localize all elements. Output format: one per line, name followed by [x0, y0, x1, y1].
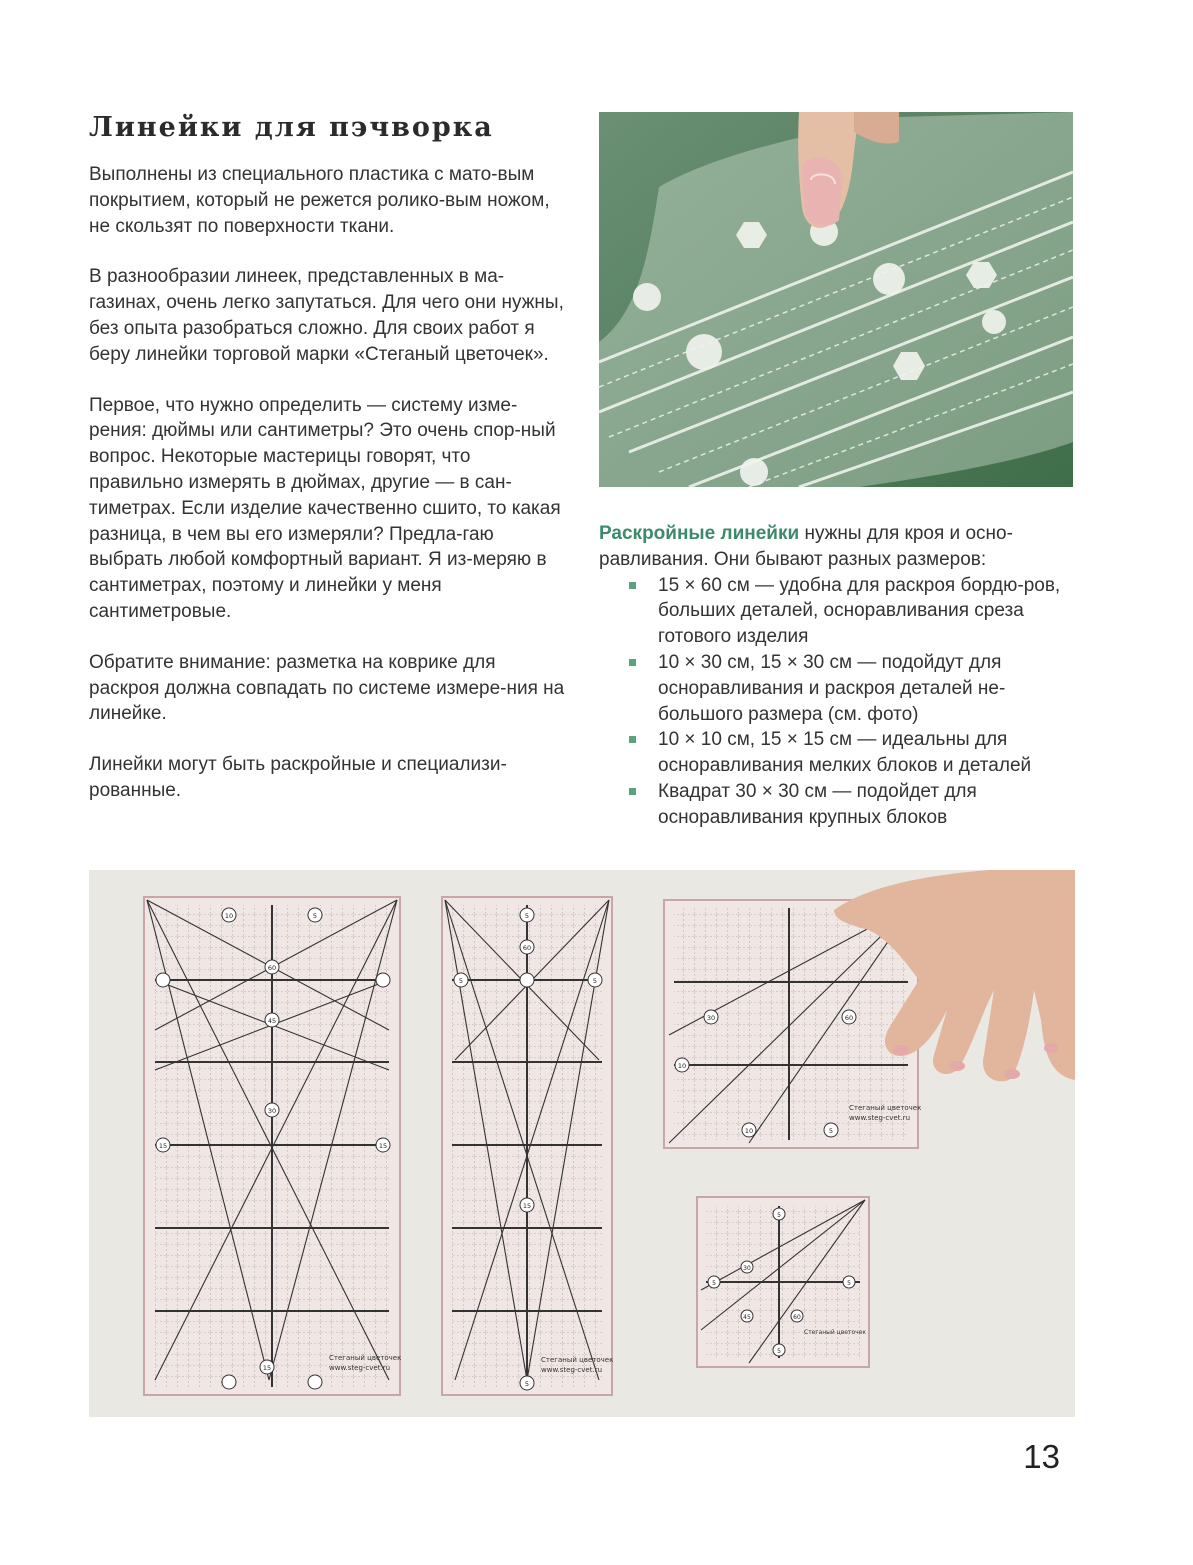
ruler-mark-label: 45 [267, 1017, 277, 1025]
ruler-mark-label: 5 [592, 977, 598, 985]
list-item [629, 650, 1089, 727]
bullet-square-icon [629, 788, 636, 795]
ruler-mark-label: 30 [267, 1107, 277, 1115]
ruler-mark-label: 45 [743, 1314, 751, 1321]
ruler-mark-label: 5 [312, 912, 318, 920]
page-heading: Линейки для пэчворка [89, 112, 494, 143]
site-label: www.steg-cvet.ru [541, 1366, 603, 1374]
ruler-mark-label: 5 [777, 1212, 781, 1219]
ruler-mark-label: 60 [522, 944, 532, 952]
site-label: www.steg-cvet.ru [329, 1364, 391, 1372]
ruler-15x30 [144, 897, 401, 1395]
brand-label: Стеганый цветочек [804, 1329, 867, 1336]
photo-ruler-on-cutting-mat [599, 112, 1073, 487]
site-label: www.steg-cvet.ru [849, 1114, 911, 1122]
ruler-mark-label: 5 [712, 1280, 716, 1287]
ruler-mark-label: 15 [158, 1142, 168, 1150]
bullet-square-icon [629, 659, 636, 666]
ruler-mark-label: 60 [267, 964, 277, 972]
ruler-mark-label: 30 [706, 1014, 716, 1022]
ruler-mark-label: 10 [744, 1127, 754, 1135]
ruler-mark-label: 5 [777, 1348, 781, 1355]
ruler-mark-label: 10 [677, 1062, 687, 1070]
list-item-text: 10 × 30 см, 15 × 30 см — подойдут для осноравливания и раскроя деталей не-большого размера (см. фото) [658, 651, 1006, 725]
right-column [599, 521, 1089, 831]
highlight-term: Раскройные линейки [599, 523, 800, 544]
list-item [629, 573, 1089, 650]
ruler-mark-label: 30 [743, 1265, 751, 1272]
photo-illustration [599, 112, 1073, 487]
ruler-mark-label: 5 [847, 1280, 851, 1287]
rulers-intro [599, 521, 1089, 573]
brand-label: Стеганый цветочек [849, 1104, 922, 1112]
ruler-size-list [599, 573, 1089, 831]
bullet-square-icon [629, 736, 636, 743]
ruler-mark-label: 5 [524, 912, 530, 920]
list-item-text: 10 × 10 см, 15 × 15 см — идеальны для осноравливания мелких блоков и деталей [658, 729, 1032, 777]
ruler-mark-label: 15 [378, 1142, 388, 1150]
paragraph: В разнообразии линеек, представленных в ма-газинах, очень легко запутаться. Для чего они нужны, без опыта разобраться сложно. Для своих работ я беру линейки торговой марки «Стеганый цветочек». [89, 266, 564, 365]
ruler-mark-label: 5 [458, 977, 464, 985]
rulers-illustration [89, 870, 1075, 1417]
photo-set-of-rulers [89, 870, 1075, 1417]
ruler-10x10 [697, 1197, 869, 1367]
ruler-mark-label: 5 [828, 1127, 834, 1135]
paragraph: Линейки могут быть раскройные и специализи-рованные. [89, 754, 507, 801]
page-number: 13 [1023, 1438, 1060, 1475]
ruler-mark-label: 10 [224, 912, 234, 920]
brand-label: Стеганый цветочек [329, 1354, 402, 1362]
list-item-text: Квадрат 30 × 30 см — подойдет для осноравливания крупных блоков [658, 780, 977, 828]
list-item [629, 779, 1089, 831]
paragraph: Обратите внимание: разметка на коврике для раскроя должна совпадать по системе измере-ния на линейке. [89, 651, 565, 725]
ruler-mark-label: 15 [262, 1364, 272, 1372]
ruler-mark-label: 15 [522, 1202, 532, 1210]
paragraph: Выполнены из специального пластика с мато-вым покрытием, который не режется ролико-вым ножом, не скользят по поверхности ткани. [89, 164, 550, 237]
ruler-mark-label: 5 [524, 1380, 530, 1388]
brand-label: Стеганый цветочек [541, 1356, 614, 1364]
bullet-square-icon [629, 582, 636, 589]
left-column [89, 162, 569, 829]
ruler-mark-label: 60 [844, 1014, 854, 1022]
ruler-10x30 [442, 897, 613, 1395]
list-item [629, 727, 1089, 779]
list-item-text: 15 × 60 см — удобна для раскроя бордю-ров, больших деталей, осноравливания среза готового изделия [658, 574, 1061, 648]
paragraph: Первое, что нужно определить — систему изме-рения: дюймы или сантиметры? Это очень спор-ный вопрос. Некоторые мастерицы говорят, что правильно измерять в дюймах, другие — в сан-тиметрах. Если изделие качественно сшито, то какая разница, в чем вы его измеряли? Предла-гаю выбрать любой комфортный вариант. Я из-меряю в сантиметрах, поэтому и линейки у меня сантиметровые. [89, 394, 561, 622]
ruler-mark-label: 60 [793, 1314, 801, 1321]
intro-text: нужны для кроя и осно-равливания. Они бывают разных размеров: [599, 523, 1013, 570]
